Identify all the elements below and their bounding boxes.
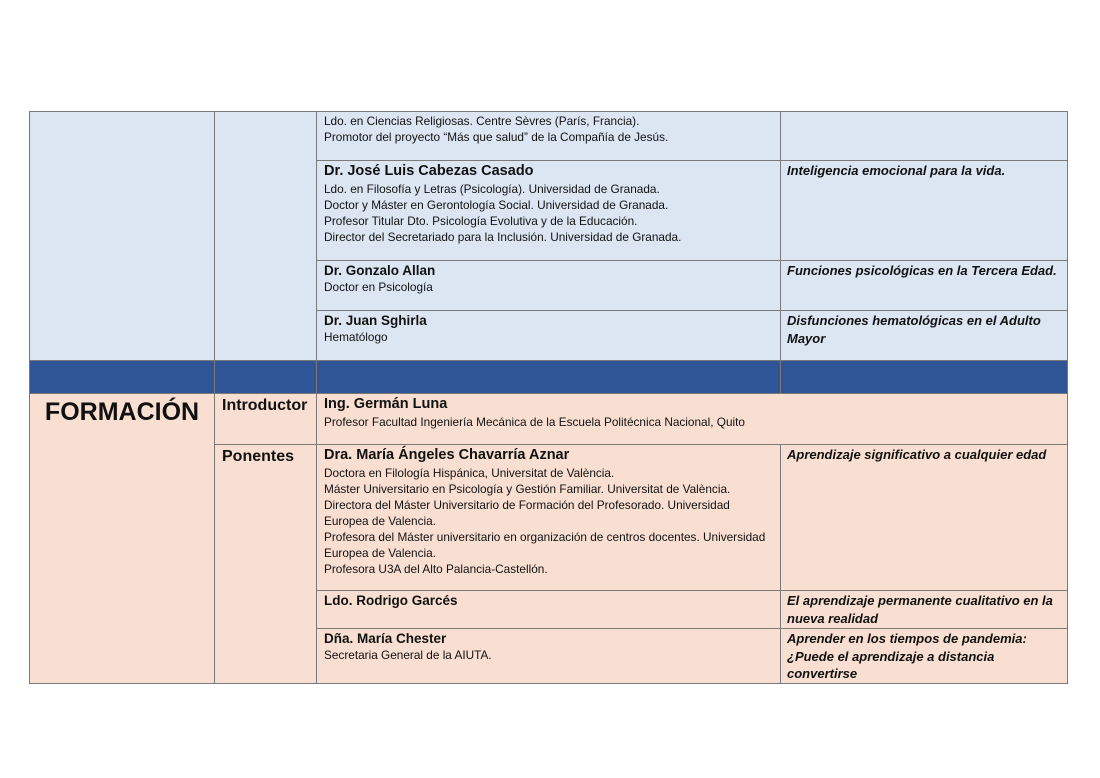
topic-cell (781, 445, 1068, 591)
program-table (29, 111, 1068, 684)
speaker-name: Dña. María Chester (324, 631, 447, 646)
speaker-cell (317, 112, 781, 161)
section-title: FORMACIÓN (44, 398, 200, 426)
role-label-introductor: Introductor (222, 397, 308, 414)
separator-cell (317, 361, 781, 394)
topic-cell (781, 591, 1068, 629)
speaker-cell (317, 261, 781, 311)
speaker-cell (317, 161, 781, 261)
speaker-cell (317, 629, 781, 684)
speaker-name: Dr. Gonzalo Allan (324, 263, 436, 278)
speaker-detail: Profesor Facultad Ingeniería Mecánica de la Escuela Politécnica Nacional, Quito (324, 415, 745, 429)
speaker-detail: Doctor y Máster en Gerontología Social. Universidad de Granada. (324, 198, 669, 212)
section-cell-blank (30, 112, 215, 361)
separator-row (30, 361, 1068, 394)
speaker-detail: Ldo. en Ciencias Religiosas. Centre Sèvres (París, Francia). (324, 114, 640, 128)
talk-topic (781, 112, 1067, 113)
speaker-detail: Profesor Titular Dto. Psicología Evolutiva y de la Educación. (324, 214, 638, 228)
separator-cell (781, 361, 1068, 394)
separator-cell (30, 361, 215, 394)
table-row (30, 112, 1068, 161)
talk-topic: El aprendizaje permanente cualitativo en la nueva realidad (787, 593, 1053, 626)
section-cell (30, 394, 215, 684)
speaker-name: Ing. Germán Luna (324, 396, 448, 412)
speaker-detail: Máster Universitario en Psicología y Gestión Familiar. Universitat de València. (324, 482, 731, 496)
role-label-ponentes: Ponentes (222, 448, 295, 465)
speaker-detail: Profesora U3A del Alto Palancia-Castellón. (324, 562, 548, 576)
topic-cell (781, 311, 1068, 361)
speaker-cell (317, 394, 1068, 445)
table-row (30, 394, 1068, 445)
speaker-detail: Promotor del proyecto “Más que salud” de la Compañía de Jesús. (324, 130, 669, 144)
speaker-name: Ldo. Rodrigo Garcés (324, 593, 458, 608)
speaker-name: Dr. Juan Sghirla (324, 313, 427, 328)
speaker-cell (317, 311, 781, 361)
speaker-name: Dr. José Luis Cabezas Casado (324, 163, 534, 179)
role-cell (215, 394, 317, 445)
talk-topic: Funciones psicológicas en la Tercera Edad. (787, 263, 1057, 278)
topic-cell (781, 261, 1068, 311)
topic-cell (781, 112, 1068, 161)
speaker-cell (317, 445, 781, 591)
role-cell (215, 445, 317, 684)
role-cell-blank (215, 112, 317, 361)
speaker-detail: Ldo. en Filosofía y Letras (Psicología). Universidad de Granada. (324, 182, 660, 196)
speaker-detail: Hematólogo (324, 330, 388, 344)
speaker-detail: Doctor en Psicología (324, 280, 433, 294)
speaker-detail: Europea de Valencia. (324, 514, 436, 528)
talk-topic: Inteligencia emocional para la vida. (787, 163, 1006, 178)
separator-cell (215, 361, 317, 394)
speaker-detail: Secretaria General de la AIUTA. (324, 648, 492, 662)
speaker-detail: Directora del Máster Universitario de Formación del Profesorado. Universidad (324, 498, 730, 512)
speaker-name: Dra. María Ángeles Chavarría Aznar (324, 447, 570, 463)
speaker-detail: Director del Secretariado para la Inclusión. Universidad de Granada. (324, 230, 682, 244)
talk-topic: Disfunciones hematológicas en el Adulto Mayor (787, 313, 1041, 346)
topic-cell (781, 161, 1068, 261)
talk-topic: Aprender en los tiempos de pandemia: ¿Puede el aprendizaje a distancia convertirse (787, 631, 1027, 681)
topic-cell (781, 629, 1068, 684)
speaker-detail: Europea de Valencia. (324, 546, 436, 560)
speaker-detail: Doctora en Filología Hispánica, Universitat de València. (324, 466, 615, 480)
speaker-cell (317, 591, 781, 629)
speaker-detail: Profesora del Máster universitario en organización de centros docentes. Universidad (324, 530, 766, 544)
talk-topic: Aprendizaje significativo a cualquier edad (787, 447, 1047, 462)
